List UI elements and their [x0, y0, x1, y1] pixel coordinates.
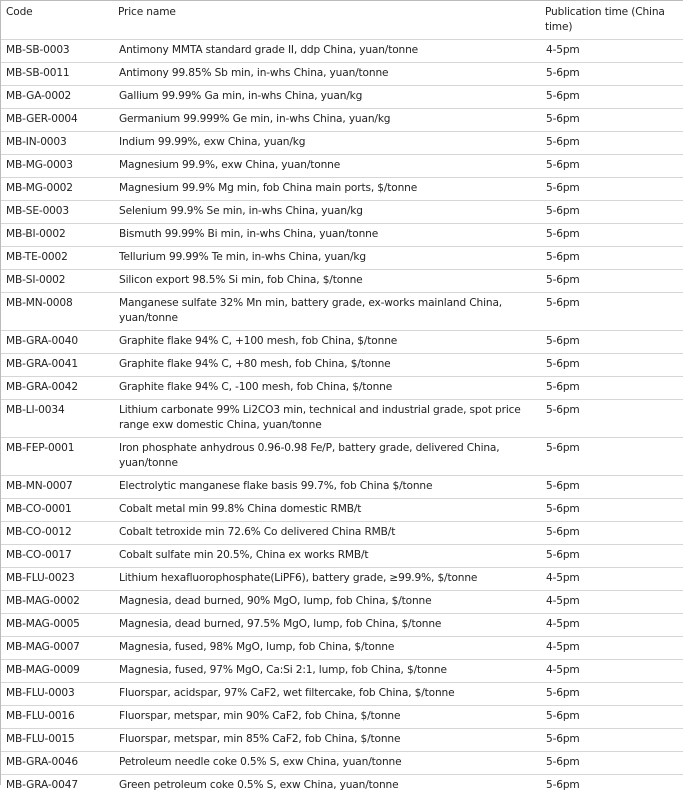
cell-price-name: Tellurium 99.99% Te min, in-whs China, yuan/kg [113, 247, 540, 270]
table-row [1, 568, 683, 591]
cell-price-name: Green petroleum coke 0.5% S, exw China, yuan/tonne [113, 775, 540, 797]
cell-price-name: Cobalt tetroxide min 72.6% Co delivered China RMB/t [113, 522, 540, 545]
cell-price-name: Lithium carbonate 99% Li2CO3 min, technical and industrial grade, spot price range exw domestic China, yuan/tonne [113, 400, 540, 438]
cell-code: MB-GER-0004 [1, 109, 113, 132]
cell-code: MB-MAG-0007 [1, 637, 113, 660]
cell-publication-time: 5-6pm [540, 729, 683, 752]
cell-code: MB-FEP-0001 [1, 438, 113, 476]
table-row [1, 660, 683, 683]
table-header [1, 1, 683, 40]
table-row [1, 775, 683, 797]
cell-publication-time: 4-5pm [540, 568, 683, 591]
cell-code: MB-SB-0003 [1, 40, 113, 63]
cell-code: MB-MN-0008 [1, 293, 113, 331]
cell-price-name: Antimony 99.85% Sb min, in-whs China, yuan/tonne [113, 63, 540, 86]
cell-code: MB-MG-0002 [1, 178, 113, 201]
cell-code: MB-CO-0012 [1, 522, 113, 545]
cell-price-name: Gallium 99.99% Ga min, in-whs China, yuan/kg [113, 86, 540, 109]
cell-publication-time: 4-5pm [540, 591, 683, 614]
cell-code: MB-MAG-0005 [1, 614, 113, 637]
cell-code: MB-SE-0003 [1, 201, 113, 224]
cell-code: MB-FLU-0023 [1, 568, 113, 591]
table-row [1, 499, 683, 522]
table-row [1, 522, 683, 545]
cell-price-name: Graphite flake 94% C, -100 mesh, fob China, $/tonne [113, 377, 540, 400]
header-price-name: Price name [113, 1, 540, 40]
table-row [1, 400, 683, 438]
cell-code: MB-MG-0003 [1, 155, 113, 178]
table-row [1, 377, 683, 400]
table-row [1, 729, 683, 752]
cell-publication-time: 5-6pm [540, 132, 683, 155]
table-row [1, 614, 683, 637]
cell-code: MB-FLU-0003 [1, 683, 113, 706]
cell-publication-time: 5-6pm [540, 683, 683, 706]
cell-publication-time: 5-6pm [540, 293, 683, 331]
cell-price-name: Magnesia, fused, 98% MgO, lump, fob China, $/tonne [113, 637, 540, 660]
cell-price-name: Magnesia, fused, 97% MgO, Ca:Si 2:1, lump, fob China, $/tonne [113, 660, 540, 683]
cell-price-name: Fluorspar, metspar, min 85% CaF2, fob China, $/tonne [113, 729, 540, 752]
table-row [1, 545, 683, 568]
cell-publication-time: 5-6pm [540, 752, 683, 775]
cell-publication-time: 4-5pm [540, 637, 683, 660]
cell-price-name: Manganese sulfate 32% Mn min, battery grade, ex-works mainland China, yuan/tonne [113, 293, 540, 331]
cell-publication-time: 5-6pm [540, 178, 683, 201]
cell-publication-time: 5-6pm [540, 499, 683, 522]
cell-publication-time: 5-6pm [540, 86, 683, 109]
cell-code: MB-TE-0002 [1, 247, 113, 270]
cell-publication-time: 5-6pm [540, 270, 683, 293]
cell-price-name: Magnesia, dead burned, 90% MgO, lump, fob China, $/tonne [113, 591, 540, 614]
cell-code: MB-IN-0003 [1, 132, 113, 155]
cell-price-name: Lithium hexafluorophosphate(LiPF6), battery grade, ≥99.9%, $/tonne [113, 568, 540, 591]
table-row [1, 591, 683, 614]
cell-publication-time: 5-6pm [540, 438, 683, 476]
cell-publication-time: 5-6pm [540, 224, 683, 247]
table-row [1, 178, 683, 201]
header-row [1, 1, 683, 40]
cell-price-name: Selenium 99.9% Se min, in-whs China, yuan/kg [113, 201, 540, 224]
cell-code: MB-GRA-0041 [1, 354, 113, 377]
cell-publication-time: 5-6pm [540, 354, 683, 377]
table-row [1, 331, 683, 354]
cell-publication-time: 5-6pm [540, 377, 683, 400]
cell-price-name: Magnesium 99.9%, exw China, yuan/tonne [113, 155, 540, 178]
table-row [1, 752, 683, 775]
cell-code: MB-GRA-0047 [1, 775, 113, 797]
cell-publication-time: 5-6pm [540, 775, 683, 797]
cell-price-name: Bismuth 99.99% Bi min, in-whs China, yuan/tonne [113, 224, 540, 247]
cell-publication-time: 5-6pm [540, 155, 683, 178]
table-row [1, 224, 683, 247]
cell-publication-time: 5-6pm [540, 545, 683, 568]
cell-price-name: Antimony MMTA standard grade II, ddp China, yuan/tonne [113, 40, 540, 63]
cell-code: MB-CO-0001 [1, 499, 113, 522]
cell-publication-time: 5-6pm [540, 706, 683, 729]
cell-publication-time: 5-6pm [540, 476, 683, 499]
cell-price-name: Graphite flake 94% C, +80 mesh, fob China, $/tonne [113, 354, 540, 377]
table-row [1, 155, 683, 178]
cell-code: MB-SB-0011 [1, 63, 113, 86]
table-row [1, 201, 683, 224]
cell-code: MB-GA-0002 [1, 86, 113, 109]
cell-price-name: Cobalt sulfate min 20.5%, China ex works RMB/t [113, 545, 540, 568]
cell-price-name: Iron phosphate anhydrous 0.96-0.98 Fe/P, battery grade, delivered China, yuan/tonne [113, 438, 540, 476]
cell-price-name: Indium 99.99%, exw China, yuan/kg [113, 132, 540, 155]
cell-code: MB-GRA-0042 [1, 377, 113, 400]
cell-publication-time: 4-5pm [540, 660, 683, 683]
cell-publication-time: 5-6pm [540, 247, 683, 270]
cell-price-name: Electrolytic manganese flake basis 99.7%, fob China $/tonne [113, 476, 540, 499]
cell-price-name: Fluorspar, metspar, min 90% CaF2, fob China, $/tonne [113, 706, 540, 729]
cell-publication-time: 5-6pm [540, 201, 683, 224]
cell-publication-time: 5-6pm [540, 400, 683, 438]
table-row [1, 40, 683, 63]
cell-code: MB-SI-0002 [1, 270, 113, 293]
table-row [1, 354, 683, 377]
table-row [1, 132, 683, 155]
cell-code: MB-MAG-0002 [1, 591, 113, 614]
table-row [1, 706, 683, 729]
cell-code: MB-FLU-0016 [1, 706, 113, 729]
price-table [1, 1, 683, 797]
cell-price-name: Petroleum needle coke 0.5% S, exw China, yuan/tonne [113, 752, 540, 775]
cell-price-name: Magnesium 99.9% Mg min, fob China main ports, $/tonne [113, 178, 540, 201]
cell-publication-time: 5-6pm [540, 331, 683, 354]
cell-publication-time: 5-6pm [540, 522, 683, 545]
cell-code: MB-FLU-0015 [1, 729, 113, 752]
cell-code: MB-LI-0034 [1, 400, 113, 438]
cell-price-name: Germanium 99.999% Ge min, in-whs China, yuan/kg [113, 109, 540, 132]
cell-price-name: Silicon export 98.5% Si min, fob China, $/tonne [113, 270, 540, 293]
table-row [1, 637, 683, 660]
cell-code: MB-CO-0017 [1, 545, 113, 568]
table-body [1, 40, 683, 797]
cell-code: MB-GRA-0040 [1, 331, 113, 354]
table-row [1, 270, 683, 293]
table-row [1, 476, 683, 499]
table-row [1, 683, 683, 706]
cell-code: MB-GRA-0046 [1, 752, 113, 775]
table-row [1, 438, 683, 476]
header-code: Code [1, 1, 113, 40]
cell-price-name: Graphite flake 94% C, +100 mesh, fob China, $/tonne [113, 331, 540, 354]
header-publication-time: Publication time (China time) [540, 1, 683, 40]
cell-price-name: Magnesia, dead burned, 97.5% MgO, lump, fob China, $/tonne [113, 614, 540, 637]
cell-price-name: Cobalt metal min 99.8% China domestic RMB/t [113, 499, 540, 522]
cell-publication-time: 4-5pm [540, 614, 683, 637]
table-row [1, 293, 683, 331]
cell-code: MB-MN-0007 [1, 476, 113, 499]
cell-publication-time: 5-6pm [540, 109, 683, 132]
table-row [1, 247, 683, 270]
cell-code: MB-MAG-0009 [1, 660, 113, 683]
cell-code: MB-BI-0002 [1, 224, 113, 247]
cell-price-name: Fluorspar, acidspar, 97% CaF2, wet filtercake, fob China, $/tonne [113, 683, 540, 706]
table-row [1, 63, 683, 86]
table-row [1, 86, 683, 109]
cell-publication-time: 4-5pm [540, 40, 683, 63]
table-row [1, 109, 683, 132]
cell-publication-time: 5-6pm [540, 63, 683, 86]
